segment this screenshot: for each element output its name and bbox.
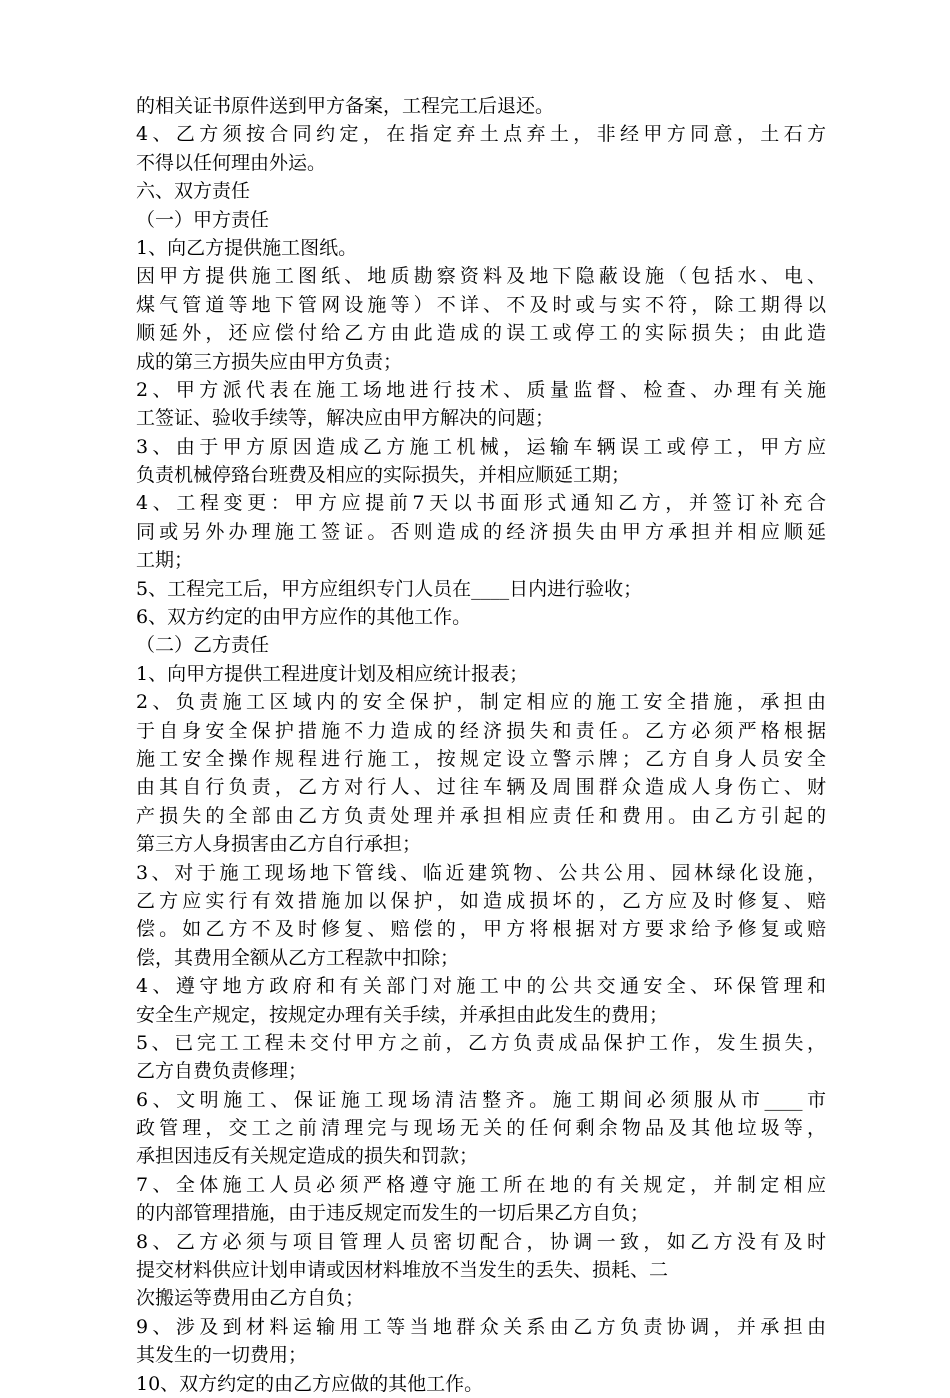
text-line: 10、双方约定的由乙方应做的其他工作。 xyxy=(136,1372,484,1395)
text-line: 负责机械停臵台班费及相应的实际损失，并相应顺延工期； xyxy=(136,464,631,487)
text-line: 成的第三方损失应由甲方负责； xyxy=(136,350,403,373)
text-line: 同或另外办理施工签证。否则造成的经济损失由甲方承担并相应顺延 xyxy=(136,520,826,543)
text-line: 偿。如乙方不及时修复、赔偿的，甲方将根据对方要求给予修复或赔 xyxy=(136,918,826,941)
text-line: 6、双方约定的由甲方应作的其他工作。 xyxy=(136,606,472,629)
text-line: 2、负责施工区域内的安全保护，制定相应的施工安全措施，承担由 xyxy=(136,691,826,714)
text-line: 4、遵守地方政府和有关部门对施工中的公共交通安全、环保管理和 xyxy=(136,975,826,998)
text-line: 乙方应实行有效措施加以保护，如造成损坏的，乙方应及时修复、赔 xyxy=(136,889,826,912)
text-line: 偿，其费用全额从乙方工程款中扣除； xyxy=(136,946,460,969)
text-line: 2、甲方派代表在施工场地进行技术、质量监督、检查、办理有关施 xyxy=(136,378,826,401)
text-line: 其发生的一切费用； xyxy=(136,1344,308,1367)
text-line: 3、对于施工现场地下管线、临近建筑物、公共公用、园林绿化设施， xyxy=(136,861,826,884)
text-line: 煤气管道等地下管网设施等）不详、不及时或与实不符，除工期得以 xyxy=(136,293,826,316)
text-line: 6、文明施工、保证施工现场清洁整齐。施工期间必须服从市____市 xyxy=(136,1088,826,1111)
text-line: 施工安全操作规程进行施工，按规定设立警示牌；乙方自身人员安全 xyxy=(136,747,826,770)
text-line: 政管理，交工之前清理完与现场无关的任何剩余物品及其他垃圾等， xyxy=(136,1117,826,1140)
text-line: （一）甲方责任 xyxy=(136,208,270,231)
text-line: 的内部管理措施，由于违反规定而发生的一切后果乙方自负； xyxy=(136,1202,650,1225)
text-line: 于自身安全保护措施不力造成的经济损失和责任。乙方必须严格根据 xyxy=(136,719,826,742)
text-line: 六、双方责任 xyxy=(136,180,251,203)
text-line: 提交材料供应计划申请或因材料堆放不当发生的丢失、损耗、二 xyxy=(136,1259,669,1282)
text-line: 4、乙方须按合同约定，在指定弃土点弃土，非经甲方同意，土石方 xyxy=(136,123,826,146)
text-line: 3、由于甲方原因造成乙方施工机械，运输车辆误工或停工，甲方应 xyxy=(136,435,826,458)
text-line: 1、向乙方提供施工图纸。 xyxy=(136,236,358,259)
text-line: 次搬运等费用由乙方自负； xyxy=(136,1287,365,1310)
text-line: 8、乙方必须与项目管理人员密切配合，协调一致，如乙方没有及时 xyxy=(136,1230,826,1253)
text-line: 工签证、验收手续等，解决应由甲方解决的问题； xyxy=(136,407,555,430)
text-line: 安全生产规定，按规定办理有关手续，并承担由此发生的费用； xyxy=(136,1003,669,1026)
text-line: 9、涉及到材料运输用工等当地群众关系由乙方负责协调，并承担由 xyxy=(136,1315,826,1338)
text-line: 4、工程变更：甲方应提前7天以书面形式通知乙方，并签订补充合 xyxy=(136,492,826,515)
text-line: 的相关证书原件送到甲方备案，工程完工后退还。 xyxy=(136,95,555,117)
text-line: 7、全体施工人员必须严格遵守施工所在地的有关规定，并制定相应 xyxy=(136,1173,826,1196)
text-line: （二）乙方责任 xyxy=(136,634,270,657)
text-line: 因甲方提供施工图纸、地质勘察资料及地下隐蔽设施（包括水、电、 xyxy=(136,265,826,288)
text-line: 5、工程完工后，甲方应组织专门人员在____日内进行验收； xyxy=(136,577,643,600)
text-line: 由其自行负责，乙方对行人、过往车辆及周围群众造成人身伤亡、财 xyxy=(136,776,826,799)
text-line: 顺延外，还应偿付给乙方由此造成的误工或停工的实际损失；由此造 xyxy=(136,322,826,345)
text-line: 不得以任何理由外运。 xyxy=(136,151,327,174)
text-line: 乙方自费负责修理； xyxy=(136,1060,308,1083)
text-line: 承担因违反有关规定造成的损失和罚款； xyxy=(136,1145,479,1168)
text-line: 1、向甲方提供工程进度计划及相应统计报表； xyxy=(136,662,529,685)
text-line: 5、已完工工程未交付甲方之前，乙方负责成品保护工作，发生损失， xyxy=(136,1031,826,1054)
text-line: 产损失的全部由乙方负责处理并承担相应责任和费用。由乙方引起的 xyxy=(136,804,826,827)
document-body xyxy=(136,92,826,1398)
text-line: 第三方人身损害由乙方自行承担； xyxy=(136,833,422,856)
text-line: 工期； xyxy=(136,549,194,572)
